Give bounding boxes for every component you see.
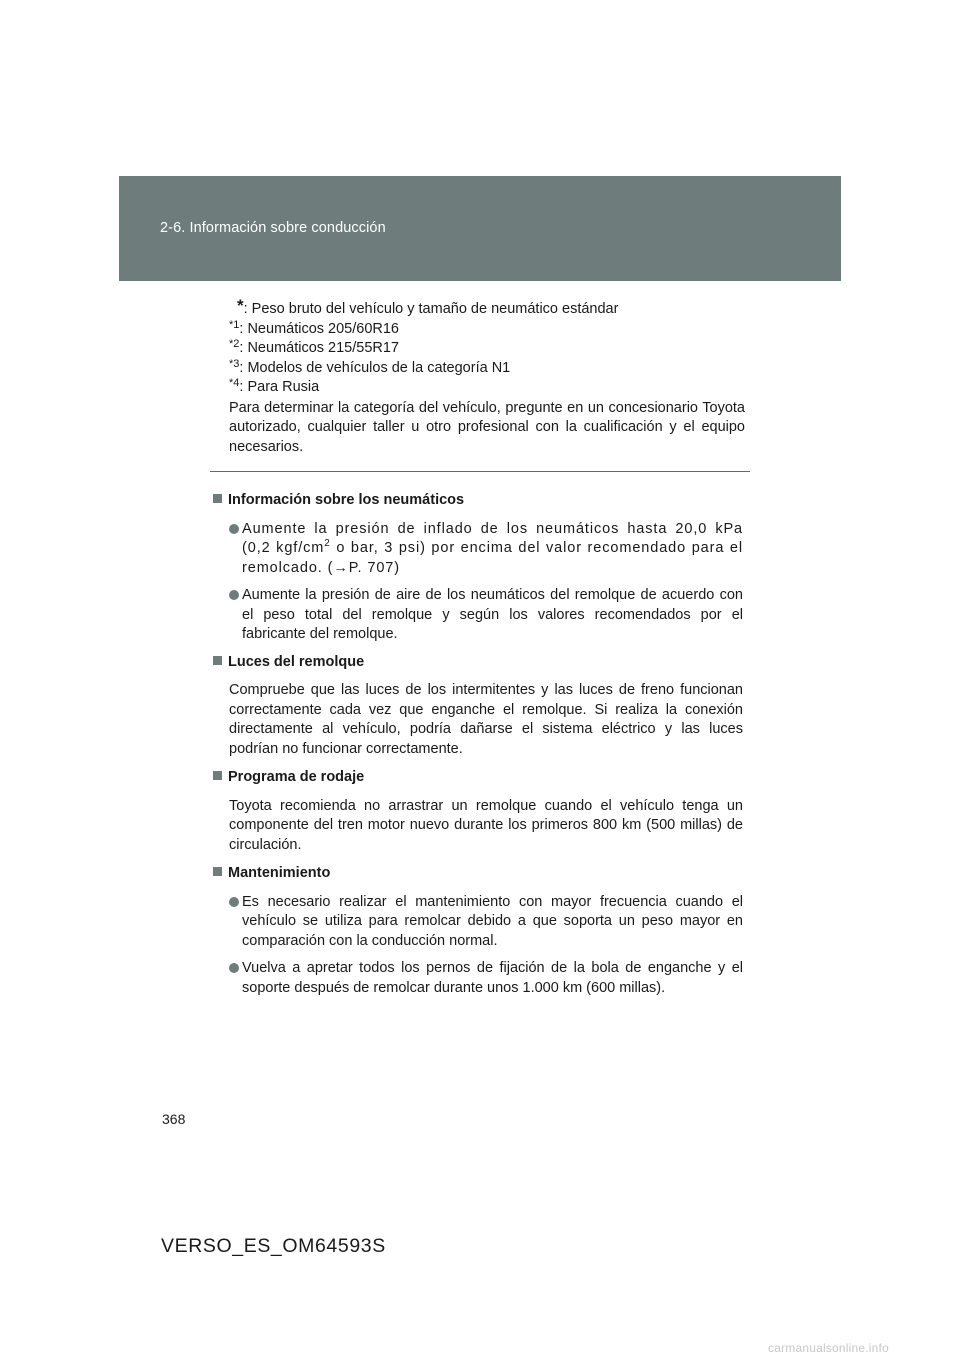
square-bullet-icon [213,494,222,503]
footnote-item [229,320,745,340]
square-bullet-icon [213,771,222,780]
header-band [119,176,841,281]
section-heading-breakin: Programa de rodaje [213,768,743,788]
footnote-mark: *4 [229,377,240,389]
section-heading-tires: Información sobre los neumáticos [213,491,743,511]
footnote-item [229,359,745,379]
watermark: carmanualsonline.info [768,1341,889,1355]
section-body: Toyota recomienda no arrastrar un remolque cuando el vehículo tenga un componente del tren motor nuevo durante los primeros 800 km (500 millas) de circulación. [229,797,743,853]
footnote-text: : Modelos de vehículos de la categoría N1 [239,359,511,376]
footnote-item [229,378,745,398]
square-bullet-icon [213,867,222,876]
arrow-icon: → [333,559,349,576]
document-code: VERSO_ES_OM64593S [161,1235,386,1257]
footnote-text: : Peso bruto del vehículo y tamaño de neumático estándar [243,301,619,317]
footnote-item [229,296,745,320]
main-content [213,491,743,1006]
footnote-text: : Para Rusia [239,379,320,395]
footnote-mark: *1 [229,318,240,331]
section-body: Compruebe que las luces de los intermitentes y las luces de freno funcionan correctamente cada vez que enganche el remolque. Si realiza la conexión directamente al vehículo, podría dañarse el sistema eléctrico y las luces podrían no funcionar correctamente. [229,682,743,757]
section-heading-lights: Luces del remolque [213,653,743,673]
bullet-item: Vuelva a apretar todos los pernos de fijación de la bola de enganche y el soporte después de remolcar durante unos 1.000 km (600 millas). [229,959,743,998]
footnote-text: : Neumáticos 215/55R17 [239,340,399,356]
footnotes [229,296,745,457]
circle-bullet-icon [229,590,239,600]
footnote-text: : Neumáticos 205/60R16 [239,320,399,337]
section-title: 2-6. Información sobre conducción [160,220,386,236]
circle-bullet-icon [229,963,239,973]
footnote-note: Para determinar la categoría del vehículo, pregunte en un concesionario Toyota autorizado, cualquier taller u otro profesional con la cualificación y el equipo necesarios. [229,399,745,455]
bullet-item: Aumente la presión de inflado de los neumáticos hasta 20,0 kPa (0,2 kgf/$cm^2$ o bar, 3 psi) por encima del valor recomendado para el remolcado. (→P. 707) [229,520,743,579]
page-number: 368 [162,1111,186,1127]
circle-bullet-icon [229,524,239,534]
bullet-item: Es necesario realizar el mantenimiento con mayor frecuencia cuando el vehículo se utiliza para remolcar debido a que soporta un peso mayor en comparación con la conducción normal. [229,893,743,952]
footnote-mark: *2 [229,338,240,350]
footnote-mark: *3 [229,357,240,370]
footnote-item [229,339,745,359]
page-reference: P. 707) [348,559,400,576]
circle-bullet-icon [229,897,239,907]
divider [210,471,750,472]
section-heading-maintenance: Mantenimiento [213,864,743,884]
bullet-item: Aumente la presión de aire de los neumáticos del remolque de acuerdo con el peso total del remolque y según los valores recomendados por el fabricante del remolque. [229,586,743,645]
footnote-mark: * [237,296,244,315]
square-bullet-icon [213,656,222,665]
